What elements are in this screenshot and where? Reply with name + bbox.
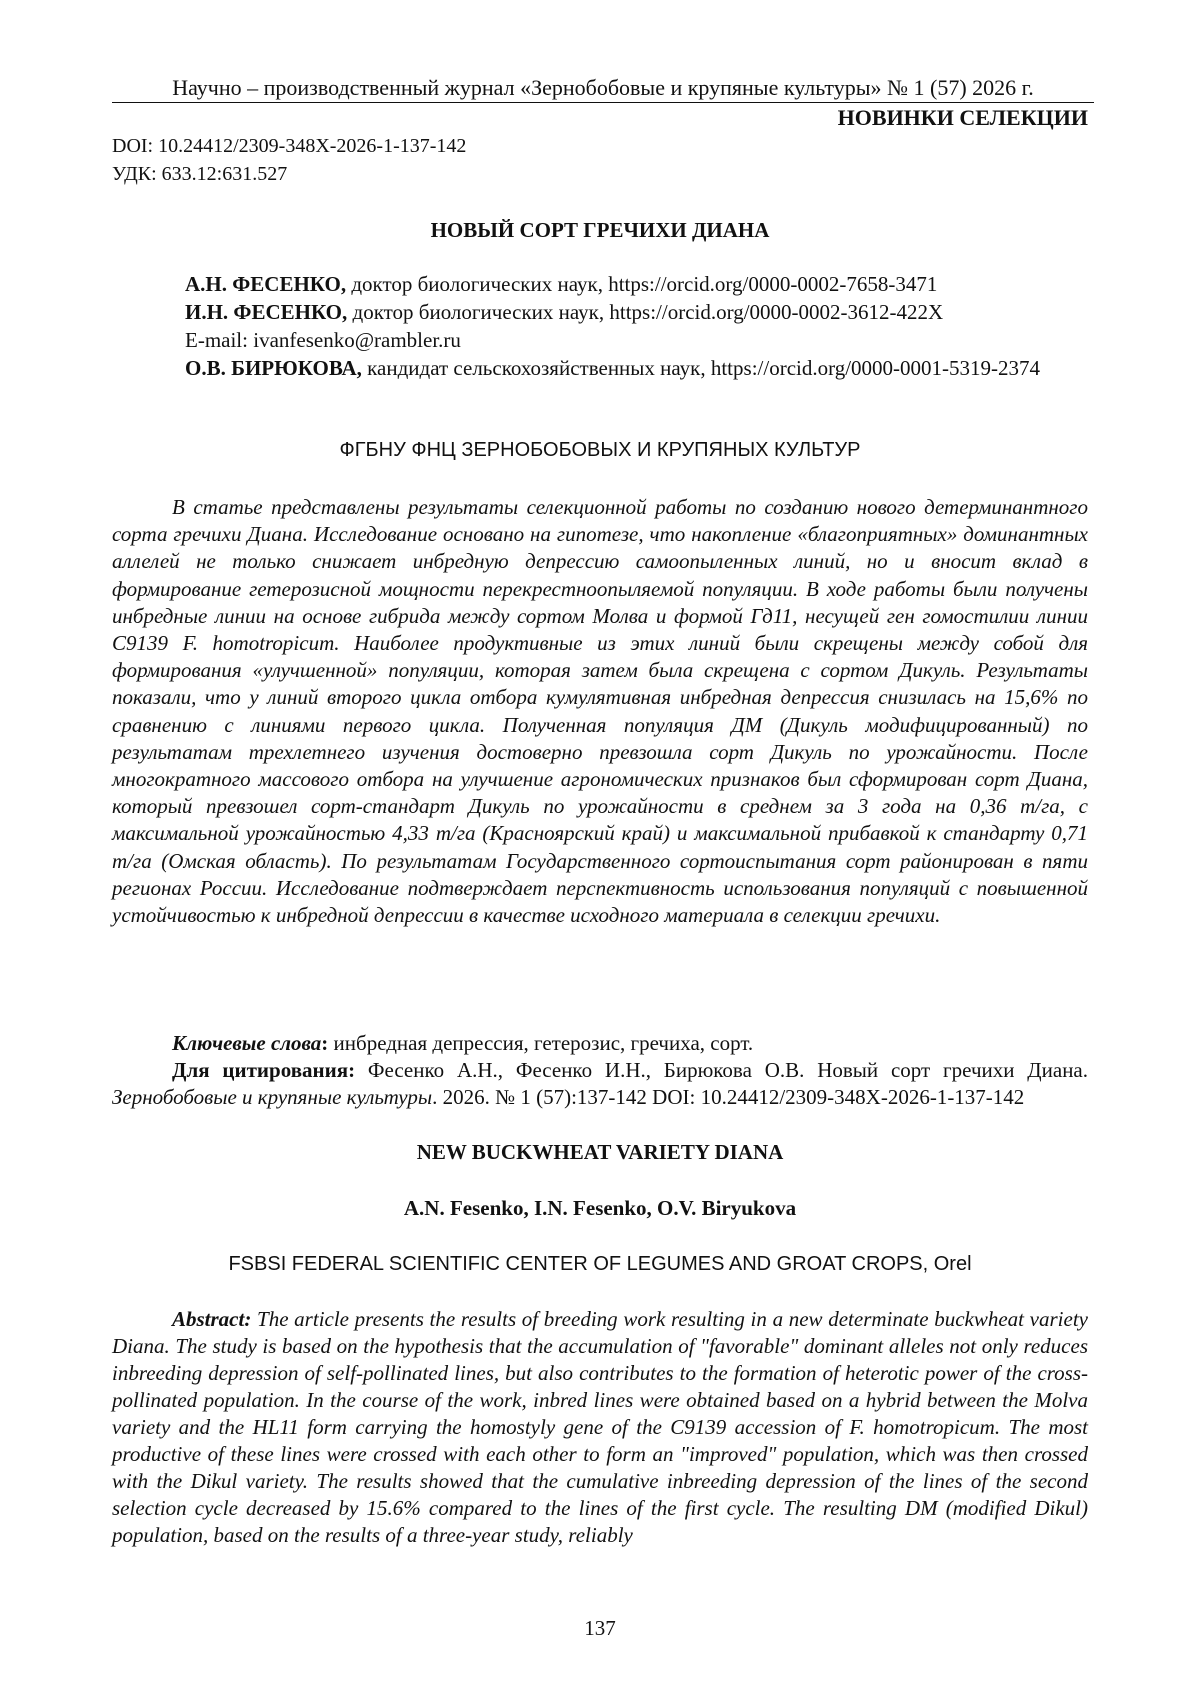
author-line [185,354,1088,382]
institution-en: FSBSI FEDERAL SCIENTIFIC CENTER OF LEGUMES AND GROAT CROPS, Orel [228,1253,972,1275]
institution-ru: ФГБНУ ФНЦ ЗЕРНОБОБОВЫХ И КРУПЯНЫХ КУЛЬТУР [339,439,861,461]
author-details: доктор биологических наук, https://orcid.org/0000-0002-3612-422X [347,300,944,324]
author-line [185,298,1088,326]
udk: УДК: 633.12:631.527 [112,163,288,185]
abstract-ru: В статье представлены результаты селекционной работы по созданию нового детерминантного сорта гречихи Диана. Исследование основано на гипотезе, что накопление «благоприятных» доминантных аллелей не только снижает инбредную депрессию самоопыленных линий, но и вносит вклад в формирование гетерозисной мощности перекрестноопыляемой популяции. В ходе работы были получены инбредные линии на основе гибрида между сортом Молва и формой Гд11, несущей ген гомостилии линии С9139 F. homotropicum. Наиболее продуктивные из этих линий были скрещены между собой для формирования «улучшенной» популяции, которая затем была скрещена с сортом Дикуль. Результаты показали, что у линий второго цикла отбора кумулятивная инбредная депрессия снизилась на 15,6% по сравнению с линиями первого цикла. Полученная популяция ДМ (Дикуль модифицированный) по результатам трехлетнего изучения достоверно превзошла сорт Дикуль по урожайности. После многократного массового отбора на улучшение агрономических признаков был сформирован сорт Диана, который превзошел сорт-стандарт Дикуль по урожайности в среднем за 3 года на 0,36 т/га, с максимальной урожайностью 4,33 т/га (Красноярский край) и максимальной прибавкой к стандарту 0,71 т/га (Омская область). По результатам Государственного сортоиспытания сорт районирован в пяти регионах России. Исследование подтверждает перспективность использования популяций с повышенной устойчивостью к инбредной депрессии в качестве исходного материала в селекции гречихи. [112,495,1088,928]
author-name: А.Н. ФЕСЕНКО, [185,272,347,296]
running-head: Научно – производственный журнал «Зернобобовые и крупяные культуры» № 1 (57) 2026 г. [172,75,1034,100]
author-email [185,326,1088,354]
doi: DOI: 10.24412/2309-348X-2026-1-137-142 [112,135,467,157]
abstract-en-text: The article presents the results of breeding work resulting in a new determinate buckwheat variety Diana. The study is based on the hypothesis that the accumulation of "favorable" dominant alleles not only reduces inbreeding depression of self-pollinated lines, but also contributes to the formation of heterotic power of the cross-pollinated population. In the course of the work, inbred lines were obtained based on a hybrid between the Molva variety and the HL11 form carrying the homostyly gene of the C9139 accession of F. homotropicum. The most productive of these lines were crossed with each other to form an "improved" population, which was then crossed with the Dikul variety. The results showed that the cumulative inbreeding depression of the lines of the second selection cycle decreased by 15.6% compared to the lines of the first cycle. The resulting DM (modified Dikul) population, based on the results of a three-year study, reliably [112,1307,1088,1547]
abstract-en-label: Abstract: [172,1307,252,1331]
keywords-text: инбредная депрессия, гетерозис, гречиха, сорт. [328,1031,754,1055]
author-details: кандидат сельскохозяйственных наук, https://orcid.org/0000-0001-5319-2374 [361,356,1041,380]
article-title-ru: НОВЫЙ СОРТ ГРЕЧИХИ ДИАНА [430,218,770,242]
page-number: 137 [584,1616,616,1640]
article-title-en: NEW BUCKWHEAT VARIETY DIANA [416,1140,784,1164]
header-rule [112,102,1094,103]
author-name: О.В. БИРЮКОВА, [185,356,362,380]
keywords-label: Ключевые слова [172,1031,322,1055]
abstract-en [112,1306,1088,1549]
citation [112,1057,1088,1111]
author-line [185,270,1088,298]
email-text: E-mail: ivanfesenko@rambler.ru [185,328,461,352]
citation-label: Для цитирования: [172,1058,356,1082]
citation-tail: . 2026. № 1 (57):137-142 DOI: 10.24412/2309-348X-2026-1-137-142 [432,1085,1025,1109]
author-details: доктор биологических наук, https://orcid.org/0000-0002-7658-3471 [346,272,938,296]
author-name: И.Н. ФЕСЕНКО, [185,300,348,324]
authors-ru [185,270,1088,382]
citation-authors-title: Фесенко А.Н., Фесенко И.Н., Бирюкова О.В. Новый сорт гречихи Диана. [355,1058,1088,1082]
section-label: НОВИНКИ СЕЛЕКЦИИ [837,105,1088,130]
citation-journal: Зернобобовые и крупяные культуры [112,1085,433,1109]
keywords: Ключевые слова: инбредная депрессия, гетерозис, гречиха, сорт. [172,1031,754,1055]
article-identifiers [112,132,466,188]
authors-en: A.N. Fesenko, I.N. Fesenko, O.V. Biryukova [403,1196,797,1220]
